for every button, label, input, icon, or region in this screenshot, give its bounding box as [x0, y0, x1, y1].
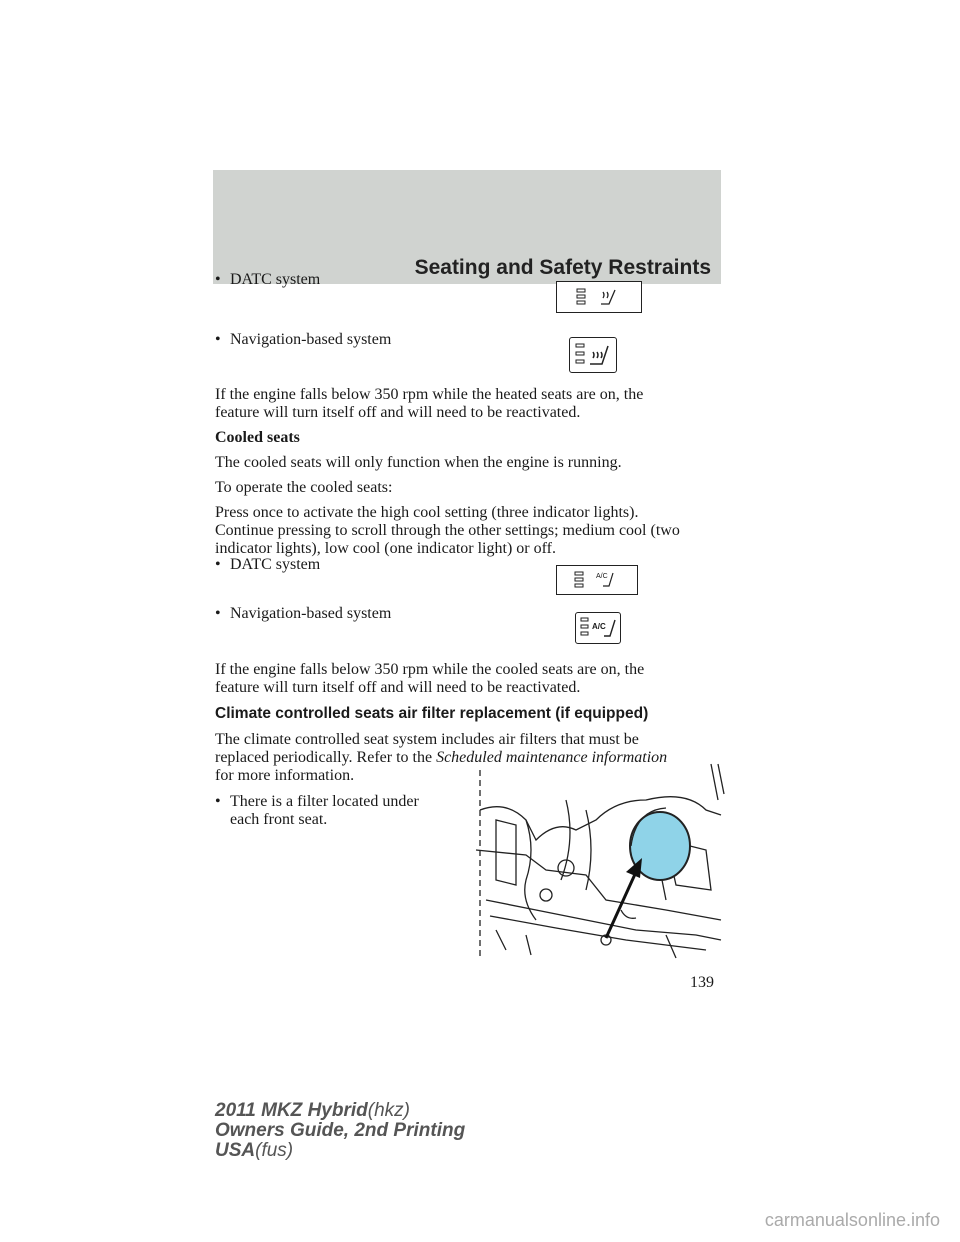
watermark: carmanualsonline.info — [764, 1210, 940, 1230]
page-number: 139 — [690, 974, 714, 991]
filter-para-line1: The climate controlled seat system includes air filters that must be — [215, 731, 639, 748]
filter-bullet-line1: There is a filter located under — [230, 793, 419, 810]
bullet-marker: • — [215, 605, 221, 622]
heated-datc-label: DATC system — [230, 271, 321, 288]
seat-filter-illustration — [466, 760, 726, 962]
footer-model — [215, 1101, 410, 1121]
bullet-marker: • — [215, 331, 221, 348]
cooled-seat-datc-icon — [556, 565, 638, 595]
cooled-note-line1: If the engine falls below 350 rpm while the cooled seats are on, the — [215, 661, 645, 678]
header-band — [213, 170, 721, 284]
footer-guide-text: Owners Guide, 2nd Printing — [215, 1120, 466, 1141]
footer-region-name: USA — [215, 1140, 256, 1161]
filter-para-line2-prefix: replaced periodically. Refer to the — [215, 749, 437, 766]
cooled-seat-nav-icon — [575, 612, 621, 644]
footer-model-code: (hkz) — [367, 1100, 410, 1121]
footer-guide — [215, 1121, 465, 1141]
cooled-datc-label: DATC system — [230, 556, 321, 573]
heated-note-line1: If the engine falls below 350 rpm while the heated seats are on, the — [215, 386, 644, 403]
heated-nav-label: Navigation-based system — [230, 331, 392, 348]
heated-seat-nav-icon — [569, 337, 617, 373]
footer-region — [215, 1141, 293, 1161]
cooled-seats-heading: Cooled seats — [215, 429, 300, 446]
cooled-para1: The cooled seats will only function when the engine is running. — [215, 454, 622, 471]
cooled-para2: To operate the cooled seats: — [215, 479, 393, 496]
bullet-marker: • — [215, 556, 221, 573]
filter-heading: Climate controlled seats air filter replacement (if equipped) — [215, 705, 649, 722]
heated-seat-datc-icon — [556, 281, 642, 313]
scheduled-maintenance-reference: Scheduled maintenance information — [436, 749, 668, 766]
filter-para-line3: for more information. — [215, 767, 355, 784]
heated-note-line2: feature will turn itself off and will need to be reactivated. — [215, 404, 581, 421]
footer-region-code: (fus) — [255, 1140, 294, 1161]
cooled-nav-ac-label: A/C — [592, 622, 606, 631]
section-title: Seating and Safety Restraints — [414, 256, 711, 279]
cooled-para3-line1: Press once to activate the high cool setting (three indicator lights). — [215, 504, 639, 521]
cooled-datc-ac-label: A/C — [596, 573, 608, 580]
filter-bullet-line2: each front seat. — [230, 811, 328, 828]
bullet-marker: • — [215, 793, 221, 810]
cooled-para3-line3: indicator lights), low cool (one indicator light) or off. — [215, 540, 556, 557]
cooled-para3-line2: Continue pressing to scroll through the other settings; medium cool (two — [215, 522, 680, 539]
footer-model-name: 2011 MKZ Hybrid — [215, 1100, 368, 1121]
bullet-marker: • — [215, 271, 221, 288]
cooled-note-line2: feature will turn itself off and will need to be reactivated. — [215, 679, 581, 696]
cooled-nav-label: Navigation-based system — [230, 605, 392, 622]
